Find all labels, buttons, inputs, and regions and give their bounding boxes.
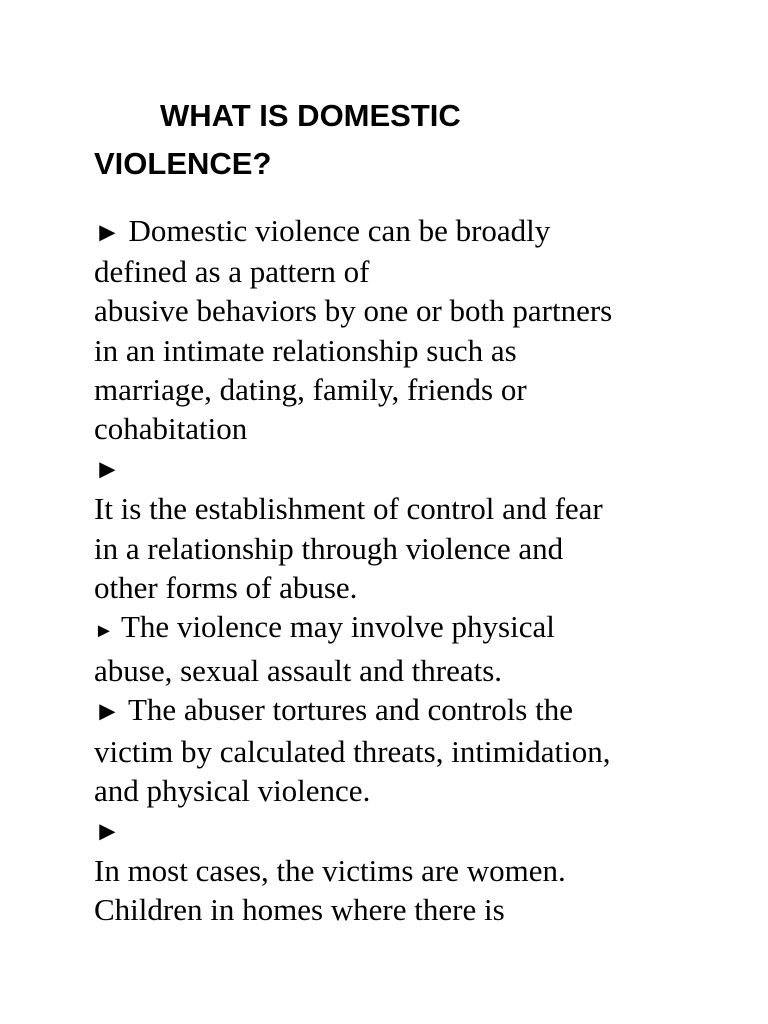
bullet-arrow-icon: ►: [94, 620, 114, 643]
paragraph-3-line-1: ► The violence may involve physical: [94, 609, 555, 645]
page-title: [94, 92, 694, 188]
paragraph-3-line-2: abuse, sexual assault and threats.: [94, 653, 503, 689]
paragraph-4-line-2: victim by calculated threats, intimidation,: [94, 733, 611, 769]
paragraph-4-line-3: and physical violence.: [94, 772, 371, 808]
bullet-arrow-icon: ►: [94, 454, 121, 485]
title-line-2: VIOLENCE?: [94, 146, 272, 181]
paragraph-2-line-2: in a relationship through violence and: [94, 530, 564, 566]
paragraph-5-line-1: In most cases, the victims are women.: [94, 853, 566, 889]
bullet-arrow-icon: ►: [94, 696, 121, 727]
bullet-line-5: [94, 810, 694, 851]
paragraph-2-line-1: It is the establishment of control and fear: [94, 491, 603, 527]
paragraph-1-line-3: abusive behaviors by one or both partners: [94, 293, 613, 329]
paragraph-4-line-1: ► The abuser tortures and controls the: [94, 692, 573, 728]
paragraph-1-line-6: cohabitation: [94, 411, 248, 447]
paragraph-1-line-1: ► Domestic violence can be broadly: [94, 213, 551, 248]
title-line-1: WHAT IS DOMESTIC: [160, 98, 461, 133]
paragraph-1-line-2: defined as a pattern of: [94, 254, 370, 290]
bullet-arrow-icon: ►: [94, 816, 121, 847]
bullet-line-2: [94, 448, 694, 489]
document-body: [94, 211, 694, 930]
paragraph-2-line-3: other forms of abuse.: [94, 569, 358, 605]
paragraph-5-line-2: Children in homes where there is: [94, 892, 505, 928]
paragraph-1-line-5: marriage, dating, family, friends or: [94, 371, 527, 407]
bullet-arrow-icon: ►: [94, 217, 121, 247]
paragraph-1-line-4: in an intimate relationship such as: [94, 332, 517, 368]
